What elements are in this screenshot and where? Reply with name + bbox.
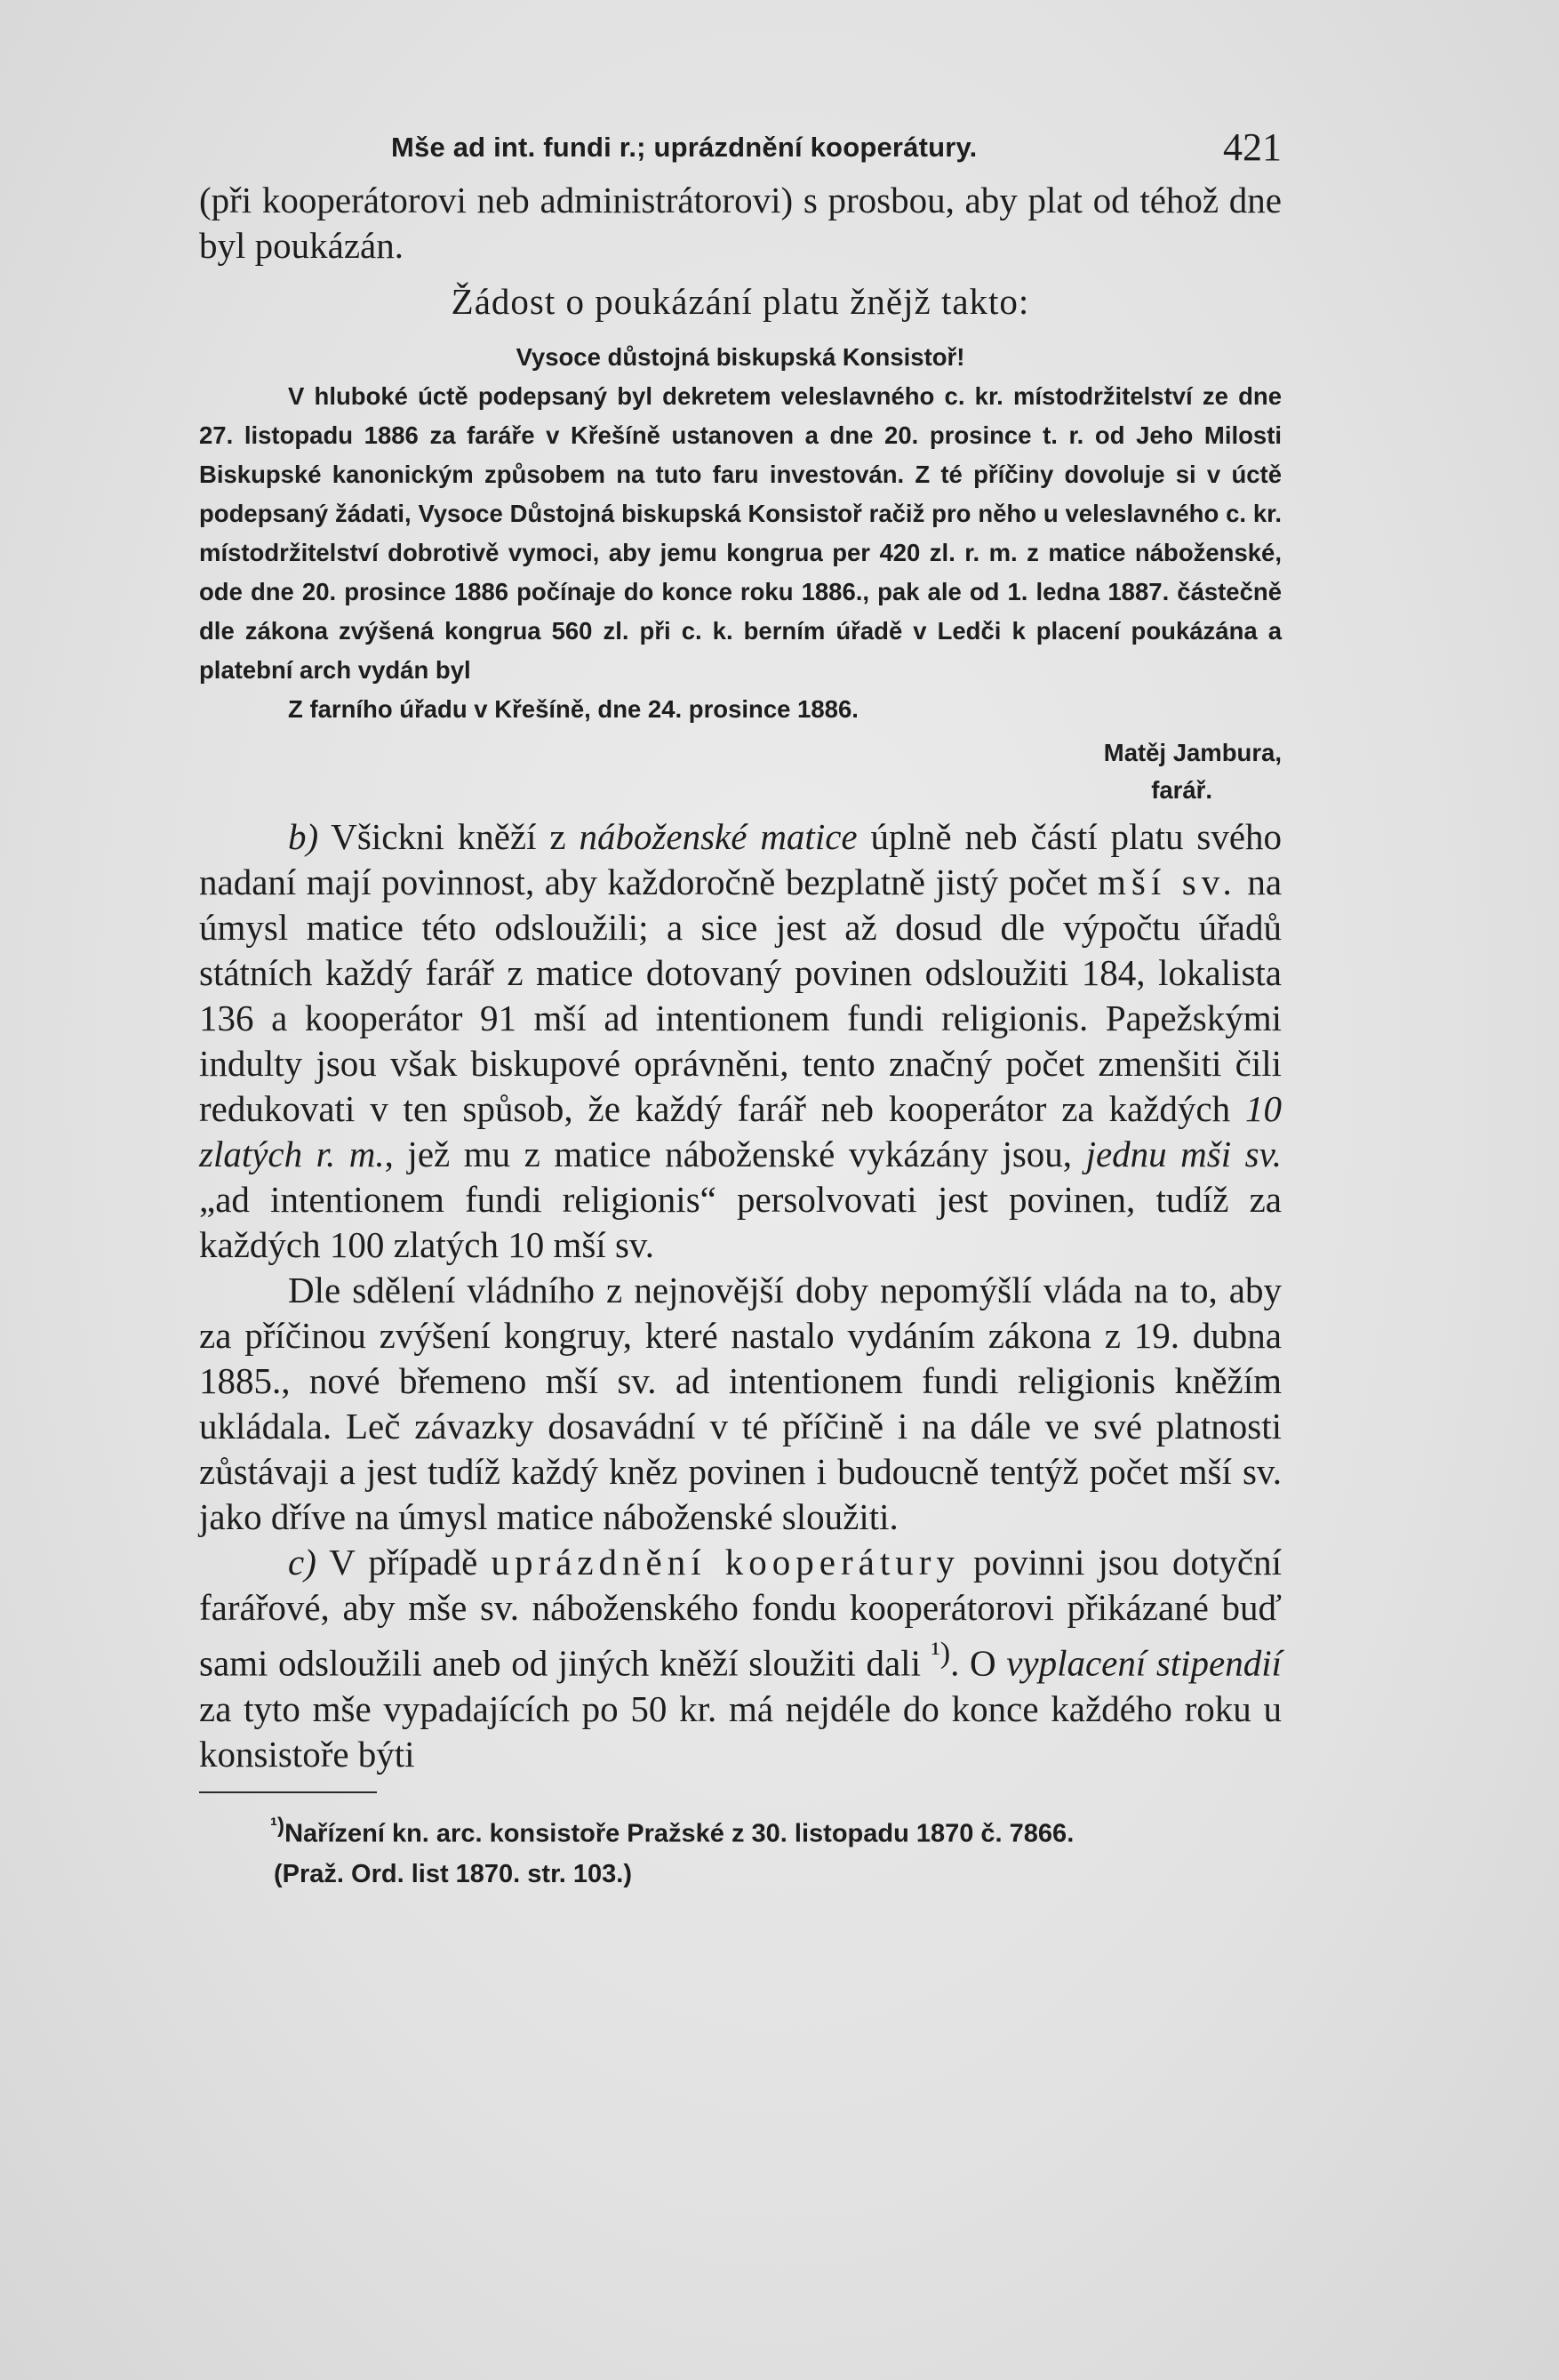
- para-c-emph-stipendii: vyplacení stipendií: [1006, 1642, 1283, 1684]
- para-c-text-3: . O: [950, 1642, 996, 1684]
- para-b-text-3: na úmysl matice této odsloužili; a sice jest až dosud dle výpočtu úřadů státních každý farář z matice dotovaný povinen odsloužiti 184, lokalista 136 a kooperátor 91 mší ad intentionem fundi religionis. Papežskými indulty jsou však biskupové oprávněni, tento značný počet zmenšiti čili redukovati v ten spůsob, že každý farář neb kooperátor za každých: [199, 861, 1283, 1129]
- para-c-label: c): [288, 1542, 316, 1583]
- footnote-marker: ¹): [270, 1813, 285, 1838]
- footnote-divider: [199, 1791, 377, 1793]
- letter-signature: [199, 734, 1282, 809]
- footnote: [199, 1806, 1282, 1895]
- signature-name: Matěj Jambura,: [1103, 739, 1282, 766]
- sample-letter: [199, 338, 1282, 809]
- footnote-reference: ¹): [931, 1637, 951, 1670]
- para-b-text-4: , jež mu z matice náboženské vykázány jsou,: [384, 1134, 1073, 1174]
- intro-paragraph: (při kooperátorovi neb administrátorovi) s prosbou, aby plat od téhož dne byl poukázán.: [199, 180, 1282, 266]
- letter-salutation: Vysoce důstojná biskupská Konsistoř!: [516, 343, 965, 371]
- para-b-emph-jednu: jednu mši sv.: [1085, 1134, 1282, 1174]
- footnote-continuation: (Praž. Ord. list 1870. str. 103.): [274, 1860, 632, 1889]
- para-c-text-2: povinni jsou dotyční farářové, aby mše sv. náboženského fondu kooperátorovi přikázané buď sami odsloužili aneb od jiných kněží sloužiti dali: [199, 1542, 1283, 1684]
- para-c-text-4: za tyto mše vypadajících po 50 kr. má nejdéle do konce každého roku u konsistoře býti: [199, 1687, 1282, 1775]
- paragraph-dle: Dle sdělení vládního z nejnovější doby nepomýšlí vláda na to, aby za příčinou zvýšení kongruy, které nastalo vydáním zákona z 19. dubna 1885., nové břemeno mší sv. ad intentionem fundi religionis kněžím ukládala. Leč závazky dosavádní v té příčině i na dále ve své platnosti zůstávaji a jest tudíž každý kněz povinen i budoucně tentýž počet mší sv. jako dříve na úmysl matice náboženské sloužiti.: [199, 1270, 1282, 1537]
- para-b-text-5: „ad intentionem fundi religionis“ persolvovati jest povinen, tudíž za každých 100 zlatých 10 mší sv.: [199, 1179, 1282, 1265]
- para-c-text-1: V případě: [329, 1542, 478, 1583]
- para-c-spaced-kooperatury: uprázdnění kooperátury: [491, 1542, 960, 1583]
- letter-body: V hluboké úctě podepsaný byl dekretem veleslavného c. kr. místodržitelství ze dne 27. listopadu 1886 za faráře v Křešíně ustanoven a dne 20. prosince t. r. od Jeho Milosti Biskupské kanonickým způsobem na tuto faru investován. Z té příčiny dovoluje si v úctě podepsaný žádati, Vysoce Důstojná biskupská Konsistoř račiž pro něho u veleslavného c. kr. místodržitelství dobrotivě vymoci, aby jemu kongrua per 420 zl. r. m. z matice náboženské, ode dne 20. prosince 1886 počínaje do konce roku 1886., pak ale od 1. ledna 1887. částečně dle zákona zvýšená kongrua 560 zl. při c. k. berním úřadě v Ledči k placení poukázána a platební arch vydán byl: [199, 382, 1282, 684]
- running-header: [199, 124, 1282, 178]
- request-heading: Žádost o poukázání platu žnějž takto:: [451, 281, 1030, 322]
- para-b-text-1: Všickni kněží z: [331, 816, 566, 857]
- text-column: [199, 124, 1282, 1895]
- signature-role: farář.: [1151, 776, 1212, 804]
- page-number: 421: [1223, 125, 1282, 169]
- para-b-emph-matice: náboženské matice: [579, 816, 858, 857]
- para-b-spaced-msi: mší sv.: [1097, 861, 1237, 902]
- paragraph-b: [199, 814, 1282, 1268]
- para-b-label: b): [288, 816, 319, 857]
- para-b-emph-zlatych: 10 zlatých r. m.: [199, 1088, 1283, 1174]
- running-title: Mše ad int. fundi r.; uprázdnění kooperátury.: [391, 132, 978, 163]
- letter-place-date: Z farního úřadu v Křešíně, dne 24. prosince 1886.: [288, 695, 859, 723]
- para-b-text-2: úplně neb částí platu svého nadaní mají povinnost, aby každoročně bezplatně jistý počet: [199, 816, 1283, 902]
- footnote-text: Nařízení kn. arc. konsistoře Pražské z 30. listopadu 1870 č. 7866.: [284, 1819, 1075, 1848]
- paragraph-c: [199, 1540, 1282, 1777]
